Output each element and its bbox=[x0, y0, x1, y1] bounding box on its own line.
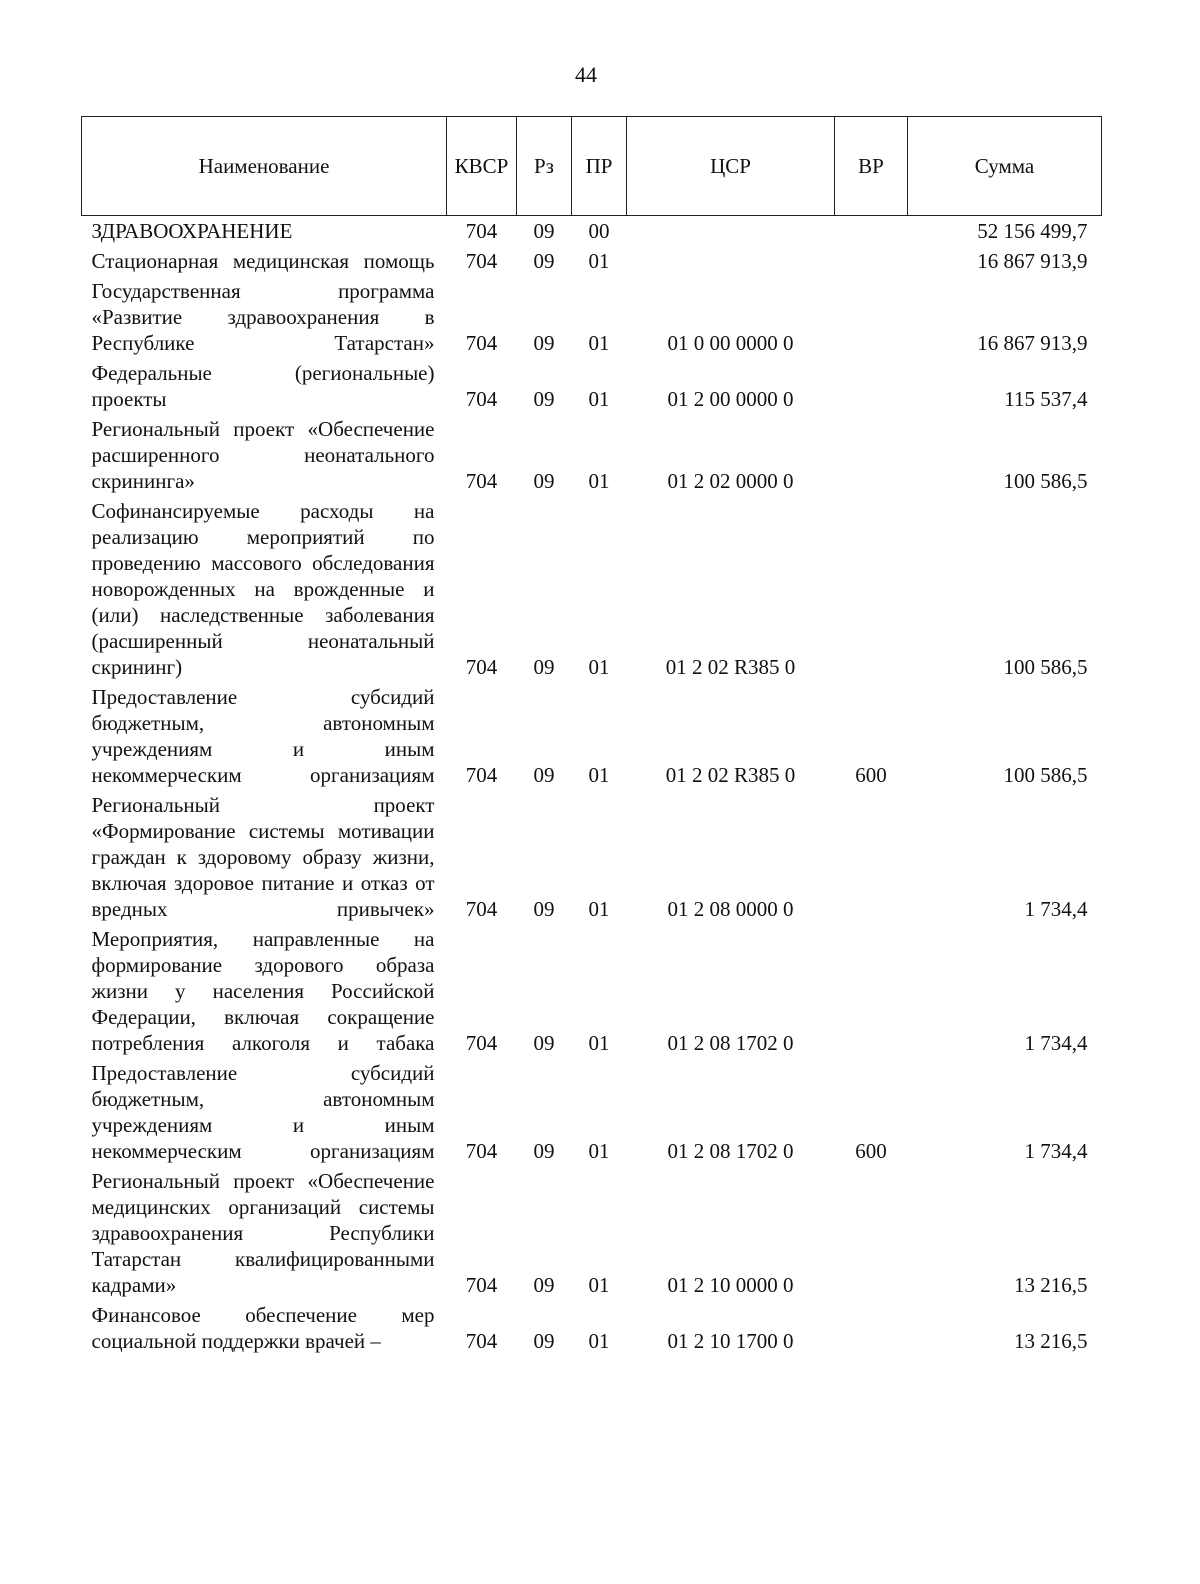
cell-rz: 09 bbox=[533, 1273, 555, 1297]
cell-name: Стационарная медицинская помощь bbox=[91, 249, 435, 273]
cell-vr bbox=[835, 1168, 908, 1302]
cell-kvsr: 704 bbox=[465, 1329, 498, 1353]
cell-pr: 01 bbox=[588, 763, 610, 787]
cell-csr: 01 2 00 0000 0 bbox=[667, 387, 794, 411]
table-row bbox=[82, 216, 1102, 249]
cell-kvsr: 704 bbox=[465, 655, 498, 679]
cell-name: Региональный проект «Формирование системы мотивации граждан к здоровому образу жизни, включая здоровое питание и отказ от вредных привычек» bbox=[91, 793, 435, 921]
cell-sum: 100 586,5 bbox=[1003, 469, 1088, 493]
cell-csr: 01 0 00 0000 0 bbox=[667, 331, 794, 355]
cell-csr: 01 2 02 0000 0 bbox=[667, 469, 794, 493]
cell-sum: 100 586,5 bbox=[1003, 655, 1088, 679]
cell-sum: 13 216,5 bbox=[1014, 1273, 1088, 1297]
cell-sum: 16 867 913,9 bbox=[977, 331, 1088, 355]
cell-vr bbox=[835, 926, 908, 1060]
cell-name: Региональный проект «Обеспечение расширенного неонатального скрининга» bbox=[91, 417, 435, 493]
table-row bbox=[82, 248, 1102, 278]
cell-vr bbox=[835, 1302, 908, 1358]
header-sum: Сумма bbox=[908, 117, 1102, 216]
cell-kvsr: 704 bbox=[465, 219, 498, 243]
cell-pr: 01 bbox=[588, 897, 610, 921]
cell-csr: 01 2 08 0000 0 bbox=[667, 897, 794, 921]
cell-name: Предоставление субсидий бюджетным, автономным учреждениям и иным некоммерческим организациям bbox=[91, 685, 435, 787]
header-vr: ВР bbox=[835, 117, 908, 216]
cell-csr: 01 2 02 R385 0 bbox=[665, 655, 796, 679]
cell-vr bbox=[835, 498, 908, 684]
cell-name: Региональный проект «Обеспечение медицинских организаций системы здравоохранения Республики Татарстан квалифицированными кадрами» bbox=[91, 1169, 435, 1297]
cell-name: Софинансируемые расходы на реализацию мероприятий по проведению массового обследования новорожденных на врожденные и (или) наследственные заболевания (расширенный неонатальный скрининг) bbox=[91, 499, 435, 679]
cell-csr: 01 2 08 1702 0 bbox=[667, 1139, 794, 1163]
budget-table bbox=[81, 116, 1102, 1358]
table-row bbox=[82, 1060, 1102, 1168]
cell-sum: 1 734,4 bbox=[1024, 1031, 1088, 1055]
cell-rz: 09 bbox=[533, 219, 555, 243]
cell-csr bbox=[627, 248, 835, 278]
cell-rz: 09 bbox=[533, 655, 555, 679]
cell-sum: 100 586,5 bbox=[1003, 763, 1088, 787]
cell-sum: 13 216,5 bbox=[1014, 1329, 1088, 1353]
cell-pr: 01 bbox=[588, 469, 610, 493]
cell-rz: 09 bbox=[533, 1139, 555, 1163]
cell-csr: 01 2 10 0000 0 bbox=[667, 1273, 794, 1297]
header-kvsr: КВСР bbox=[447, 117, 517, 216]
cell-sum: 16 867 913,9 bbox=[977, 249, 1088, 273]
cell-rz: 09 bbox=[533, 897, 555, 921]
table-row bbox=[82, 1168, 1102, 1302]
cell-csr: 01 2 02 R385 0 bbox=[665, 763, 796, 787]
cell-sum: 52 156 499,7 bbox=[977, 219, 1088, 243]
cell-rz: 09 bbox=[533, 387, 555, 411]
cell-pr: 01 bbox=[588, 1329, 610, 1353]
cell-vr bbox=[835, 216, 908, 249]
cell-pr: 01 bbox=[588, 1273, 610, 1297]
cell-pr: 01 bbox=[588, 249, 610, 273]
cell-vr bbox=[835, 792, 908, 926]
cell-rz: 09 bbox=[533, 1329, 555, 1353]
table-row bbox=[82, 278, 1102, 360]
header-row bbox=[82, 117, 1102, 216]
cell-rz: 09 bbox=[533, 469, 555, 493]
cell-kvsr: 704 bbox=[465, 387, 498, 411]
cell-name: Государственная программа «Развитие здравоохранения в Республике Татарстан» bbox=[91, 279, 435, 355]
cell-vr: 600 bbox=[855, 1139, 887, 1163]
table-row bbox=[82, 1302, 1102, 1358]
cell-kvsr: 704 bbox=[465, 1031, 498, 1055]
table-row bbox=[82, 926, 1102, 1060]
cell-vr bbox=[835, 416, 908, 498]
cell-sum: 1 734,4 bbox=[1024, 1139, 1088, 1163]
cell-vr bbox=[835, 278, 908, 360]
cell-vr bbox=[835, 248, 908, 278]
cell-csr: 01 2 10 1700 0 bbox=[667, 1329, 794, 1353]
header-name: Наименование bbox=[82, 117, 447, 216]
cell-name: ЗДРАВООХРАНЕНИЕ bbox=[91, 219, 293, 243]
cell-pr: 01 bbox=[588, 331, 610, 355]
cell-kvsr: 704 bbox=[465, 897, 498, 921]
table-row bbox=[82, 360, 1102, 416]
cell-pr: 00 bbox=[588, 219, 610, 243]
header-pr: ПР bbox=[572, 117, 627, 216]
cell-name: Федеральные (региональные) проекты bbox=[91, 361, 435, 411]
cell-pr: 01 bbox=[588, 1139, 610, 1163]
table-row bbox=[82, 684, 1102, 792]
cell-name: Предоставление субсидий бюджетным, автономным учреждениям и иным некоммерческим организациям bbox=[91, 1061, 435, 1163]
cell-rz: 09 bbox=[533, 763, 555, 787]
cell-kvsr: 704 bbox=[465, 763, 498, 787]
table-row bbox=[82, 792, 1102, 926]
cell-kvsr: 704 bbox=[465, 1139, 498, 1163]
cell-kvsr: 704 bbox=[465, 1273, 498, 1297]
cell-rz: 09 bbox=[533, 1031, 555, 1055]
cell-pr: 01 bbox=[588, 387, 610, 411]
table-row bbox=[82, 416, 1102, 498]
header-csr: ЦСР bbox=[627, 117, 835, 216]
cell-pr: 01 bbox=[588, 655, 610, 679]
cell-sum: 115 537,4 bbox=[1004, 387, 1088, 411]
cell-vr: 600 bbox=[855, 763, 887, 787]
table-row bbox=[82, 498, 1102, 684]
cell-sum: 1 734,4 bbox=[1024, 897, 1088, 921]
cell-kvsr: 704 bbox=[465, 249, 498, 273]
cell-pr: 01 bbox=[588, 1031, 610, 1055]
table-body bbox=[82, 216, 1102, 1359]
cell-vr bbox=[835, 360, 908, 416]
cell-name: Финансовое обеспечение мер социальной поддержки врачей – bbox=[91, 1303, 435, 1353]
cell-rz: 09 bbox=[533, 331, 555, 355]
cell-rz: 09 bbox=[533, 249, 555, 273]
cell-kvsr: 704 bbox=[465, 469, 498, 493]
cell-csr bbox=[627, 216, 835, 249]
page-number: 44 bbox=[575, 62, 597, 87]
cell-csr: 01 2 08 1702 0 bbox=[667, 1031, 794, 1055]
header-rz: Рз bbox=[517, 117, 572, 216]
cell-kvsr: 704 bbox=[465, 331, 498, 355]
cell-name: Мероприятия, направленные на формирование здорового образа жизни у населения Российской Федерации, включая сокращение потребления алкоголя и табака bbox=[91, 927, 435, 1055]
